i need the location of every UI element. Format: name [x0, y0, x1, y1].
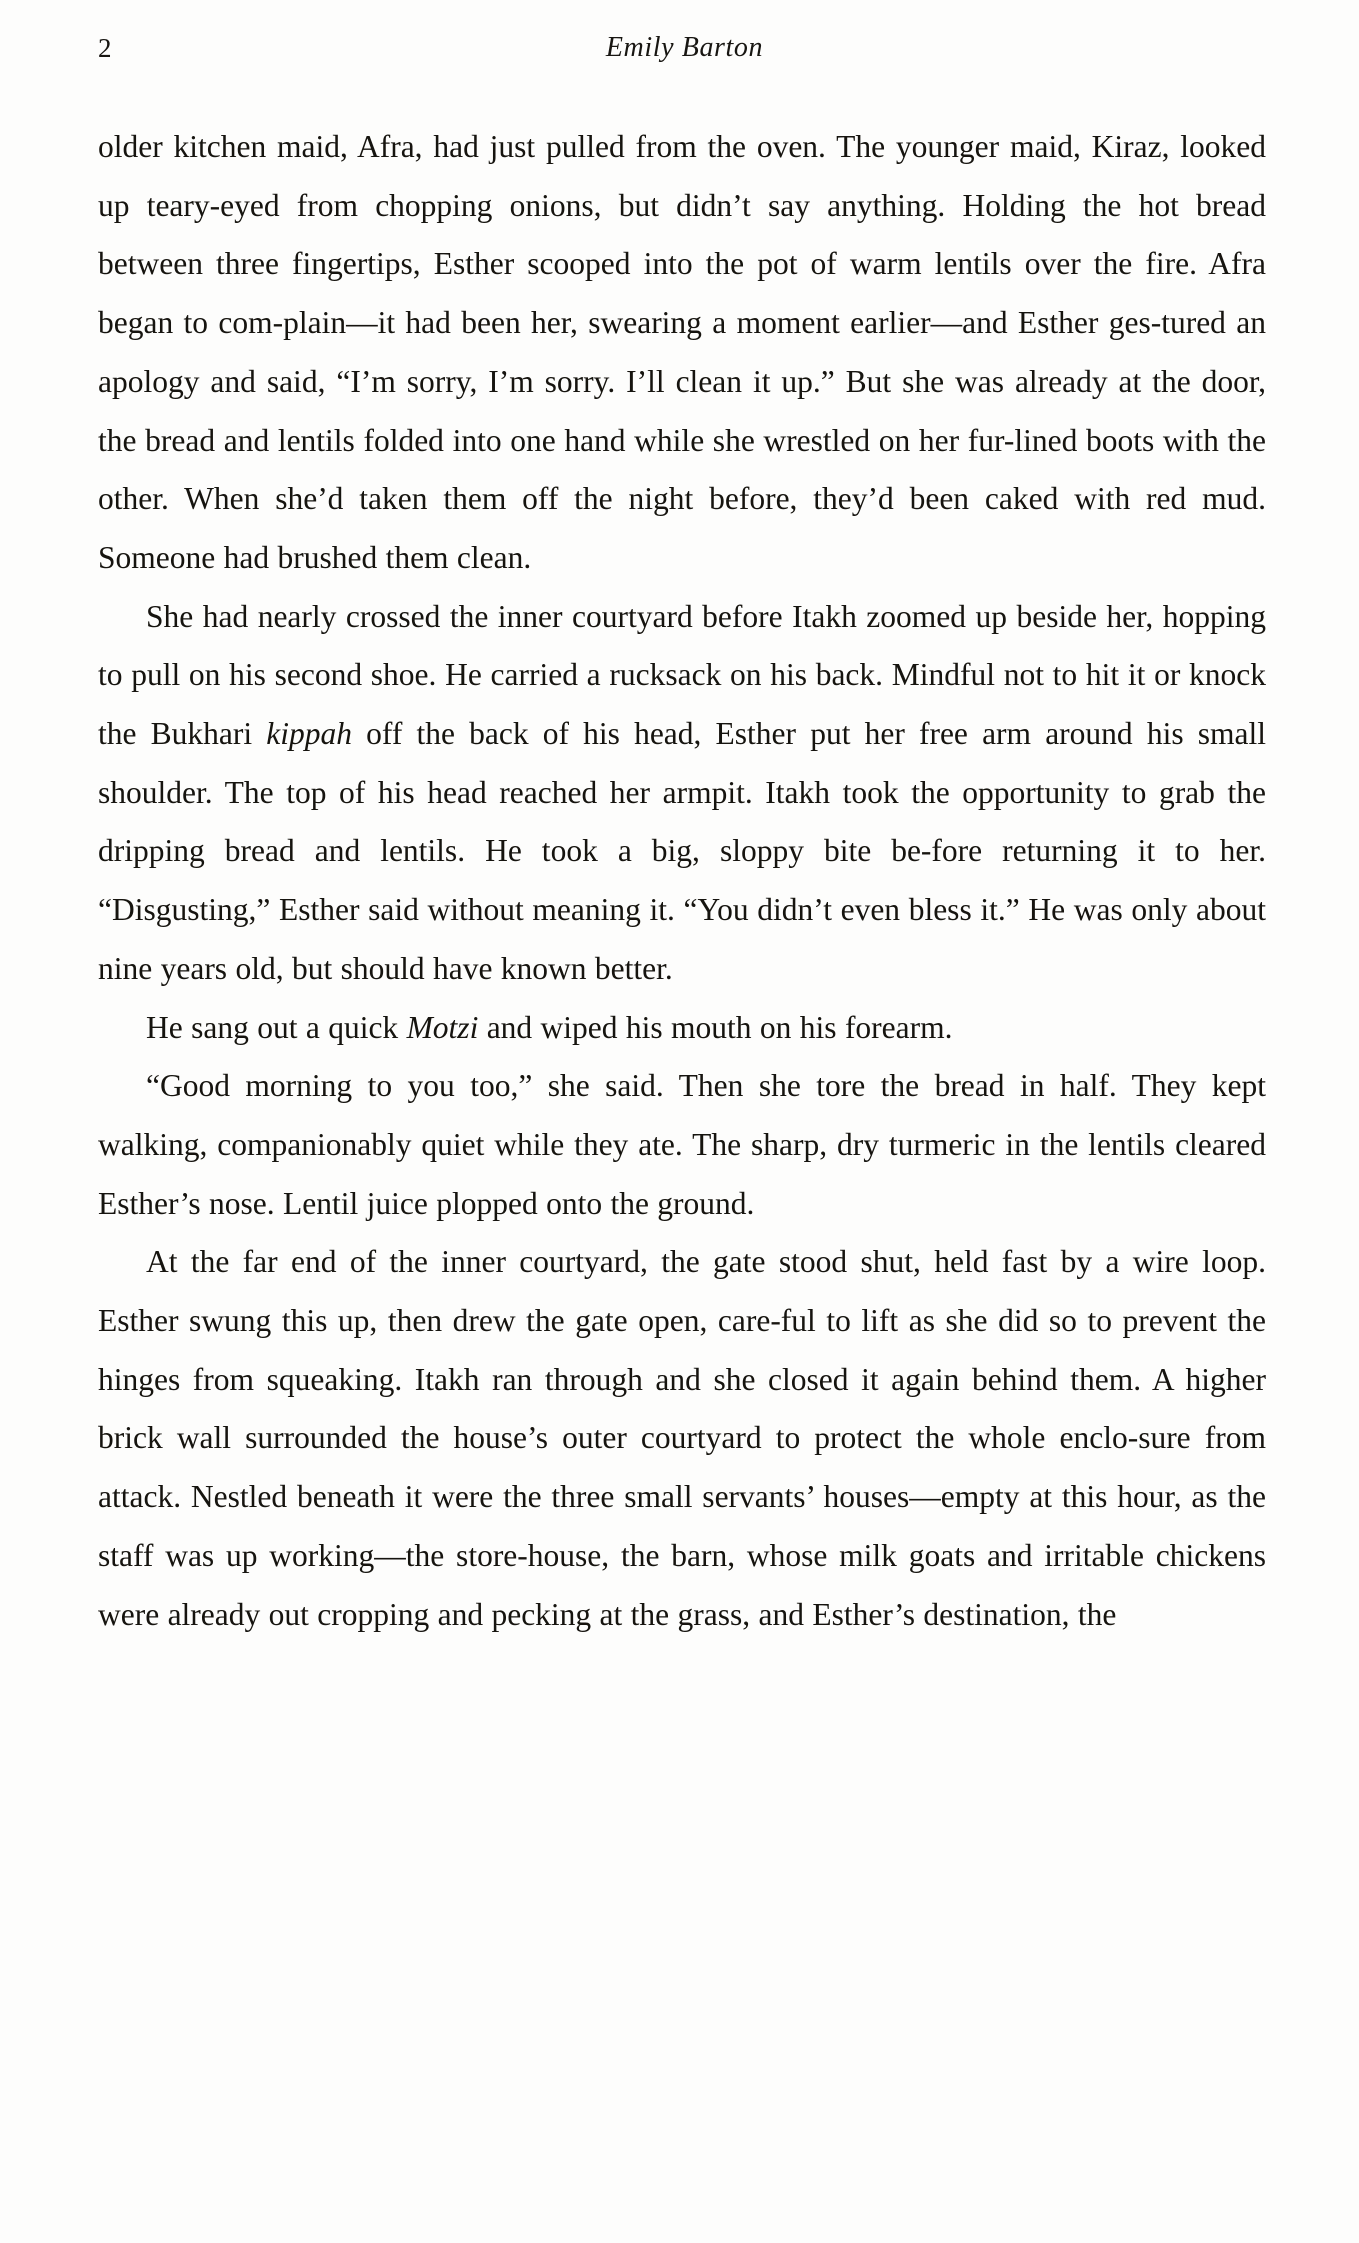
page-number: 2: [98, 32, 112, 63]
paragraph-1: older kitchen maid, Afra, had just pulled from the oven. The younger maid, Kiraz, looked up teary-eyed from chopping onions, but didn’t say anything. Holding the hot bread between three fingertips, Esther scooped into the pot of warm lentils over the fire. Afra began to com-plain—it had been her, swearing a moment earlier—and Esther ges-tured an apology and said, “I’m sorry, I’m sorry. I’ll clean it up.” But she was already at the door, the bread and lentils folded into one hand while she wrestled on her fur-lined boots with the other. When she’d taken them off the night before, they’d been caked with red mud. Someone had brushed them clean.: [98, 129, 1266, 575]
body-text: [98, 118, 1266, 1644]
foreign-term-motzi: Motzi: [406, 1009, 479, 1045]
paragraph-2: She had nearly crossed the inner courtyard before Itakh zoomed up beside her, hopping to pull on his second shoe. He carried a rucksack on his back. Mindful not to hit it or knock the Bukhari kippah off the back of his head, Esther put her free arm around his small shoulder. The top of his head reached her armpit. Itakh took the opportunity to grab the dripping bread and lentils. He took a big, sloppy bite be-fore returning it to her. “Disgusting,” Esther said without meaning it. “You didn’t even bless it.” He was only about nine years old, but should have known better.: [98, 598, 1266, 986]
paragraph-5: At the far end of the inner courtyard, the gate stood shut, held fast by a wire loop. Esther swung this up, then drew the gate open, care-ful to lift as she did so to prevent the hinges from squeaking. Itakh ran through and she closed it again behind them. A higher brick wall surrounded the house’s outer courtyard to protect the whole enclo-sure from attack. Nestled beneath it were the three small servants’ houses—empty at this hour, as the staff was up working—the store-house, the barn, whose milk goats and irritable chickens were already out cropping and pecking at the grass, and Esther’s destination, the: [98, 1244, 1266, 1632]
running-head: [98, 24, 1261, 72]
foreign-term-kippah: kippah: [266, 716, 353, 752]
author-running-title: Emily Barton: [605, 32, 764, 63]
paragraph-4: “Good morning to you too,” she said. Then she tore the bread in half. They kept walking, companionably quiet while they ate. The sharp, dry turmeric in the lentils cleared Esther’s nose. Lentil juice plopped onto the ground.: [98, 1068, 1266, 1221]
paragraph-3: He sang out a quick Motzi and wiped his mouth on his forearm.: [146, 1009, 953, 1045]
